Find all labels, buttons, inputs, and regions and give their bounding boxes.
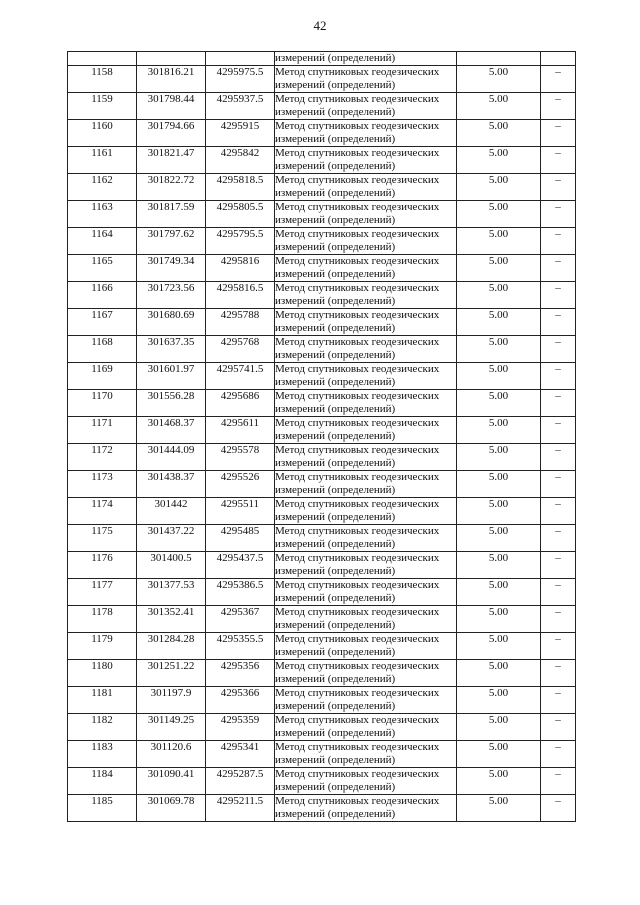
x-coordinate-cell: 301377.53 [137,579,206,606]
method-line-1: Метод спутниковых геодезических [275,174,440,186]
point-number-cell: 1185 [68,795,137,822]
y-coordinate-cell: 4295805.5 [206,201,275,228]
dash-cell: – [541,174,576,201]
method-cell [275,282,457,309]
x-coordinate-cell: 301444.09 [137,444,206,471]
point-number-cell: 1176 [68,552,137,579]
coordinates-table-body [68,52,576,822]
accuracy-cell: 5.00 [457,687,541,714]
x-coordinate-cell: 301749.34 [137,255,206,282]
method-cell [275,444,457,471]
table-row [68,741,576,768]
method-line-2: измерений (определений) [275,484,396,496]
table-row [68,444,576,471]
method-cell [275,255,457,282]
y-coordinate-cell: 4295842 [206,147,275,174]
y-coordinate-cell: 4295511 [206,498,275,525]
table-row [68,390,576,417]
accuracy-cell: 5.00 [457,741,541,768]
y-coordinate-cell: 4295366 [206,687,275,714]
method-line-2: измерений (определений) [275,322,396,334]
method-line-1: Метод спутниковых геодезических [275,363,440,375]
accuracy-cell: 5.00 [457,471,541,498]
dash-cell: – [541,741,576,768]
dash-cell: – [541,579,576,606]
method-cell [275,687,457,714]
table-row [68,120,576,147]
method-line-2: измерений (определений) [275,646,396,658]
dash-cell: – [541,336,576,363]
dash-cell: – [541,687,576,714]
dash-cell: – [541,66,576,93]
accuracy-cell: 5.00 [457,498,541,525]
y-coordinate-cell: 4295367 [206,606,275,633]
table-row [68,687,576,714]
method-line-2: измерений (определений) [275,376,396,388]
dash-cell: – [541,282,576,309]
table-row [68,282,576,309]
method-line-2: измерений (определений) [275,295,396,307]
method-line-2: измерений (определений) [275,241,396,253]
method-cell [275,309,457,336]
x-coordinate-cell: 301797.62 [137,228,206,255]
method-line-2: измерений (определений) [275,511,396,523]
method-cell [275,795,457,822]
x-coordinate-cell: 301468.37 [137,417,206,444]
method-line-2: измерений (определений) [275,700,396,712]
dash-cell: – [541,795,576,822]
y-coordinate-cell: 4295816 [206,255,275,282]
dash-cell: – [541,309,576,336]
accuracy-cell: 5.00 [457,66,541,93]
x-coordinate-cell: 301120.6 [137,741,206,768]
method-line-2: измерений (определений) [275,619,396,631]
point-number-cell: 1168 [68,336,137,363]
method-line-2: измерений (определений) [275,403,396,415]
point-number-cell: 1170 [68,390,137,417]
method-line-1: Метод спутниковых геодезических [275,201,440,213]
x-coordinate-cell: 301816.21 [137,66,206,93]
y-coordinate-cell: 4295788 [206,309,275,336]
dash-cell: – [541,498,576,525]
y-coordinate-cell: 4295386.5 [206,579,275,606]
dash-cell: – [541,471,576,498]
x-coordinate-cell: 301149.25 [137,714,206,741]
method-line-2: измерений (определений) [275,79,396,91]
dash-cell: – [541,363,576,390]
method-cell [275,174,457,201]
x-coordinate-cell: 301069.78 [137,795,206,822]
method-line-1: Метод спутниковых геодезических [275,282,440,294]
dash-cell: – [541,714,576,741]
table-row [68,309,576,336]
table-row [68,660,576,687]
method-cell [275,471,457,498]
method-line-2: измерений (определений) [275,268,396,280]
y-coordinate-cell: 4295818.5 [206,174,275,201]
accuracy-cell: 5.00 [457,768,541,795]
method-line-2: измерений (определений) [275,430,396,442]
point-number-cell: 1167 [68,309,137,336]
method-cell [275,201,457,228]
method-line-2: измерений (определений) [275,592,396,604]
point-number-cell: 1174 [68,498,137,525]
method-cell [275,606,457,633]
table-row [68,579,576,606]
method-cell [275,390,457,417]
dash-cell: – [541,93,576,120]
y-coordinate-cell: 4295359 [206,714,275,741]
point-number-cell: 1179 [68,633,137,660]
point-number-cell: 1164 [68,228,137,255]
accuracy-cell: 5.00 [457,228,541,255]
method-cell [275,525,457,552]
point-number-cell: 1165 [68,255,137,282]
method-cell [275,363,457,390]
point-number-cell: 1166 [68,282,137,309]
method-line-1: Метод спутниковых геодезических [275,309,440,321]
accuracy-cell: 5.00 [457,714,541,741]
method-cell [275,768,457,795]
method-line-2: измерений (определений) [275,673,396,685]
table-row [68,93,576,120]
point-number-cell: 1181 [68,687,137,714]
table-row [68,228,576,255]
table-row [68,795,576,822]
point-number-cell: 1184 [68,768,137,795]
dash-cell: – [541,660,576,687]
method-line-1: Метод спутниковых геодезических [275,66,440,78]
y-coordinate-cell: 4295611 [206,417,275,444]
table-row [68,66,576,93]
accuracy-cell: 5.00 [457,552,541,579]
method-cell [275,147,457,174]
table-row-continuation [68,52,576,66]
accuracy-cell: 5.00 [457,633,541,660]
method-line-1: Метод спутниковых геодезических [275,228,440,240]
accuracy-cell: 5.00 [457,309,541,336]
y-coordinate-cell: 4295437.5 [206,552,275,579]
accuracy-cell: 5.00 [457,525,541,552]
x-coordinate-cell: 301822.72 [137,174,206,201]
method-line-2: измерений (определений) [275,106,396,118]
y-coordinate-cell: 4295686 [206,390,275,417]
table-row [68,336,576,363]
table-row [68,498,576,525]
x-coordinate-cell: 301798.44 [137,93,206,120]
x-coordinate-cell: 301601.97 [137,363,206,390]
point-number-cell: 1161 [68,147,137,174]
table-row [68,471,576,498]
accuracy-cell: 5.00 [457,579,541,606]
point-number-cell: 1169 [68,363,137,390]
method-cell [275,336,457,363]
dash-cell: – [541,120,576,147]
x-coordinate-cell: 301821.47 [137,147,206,174]
point-number-cell: 1182 [68,714,137,741]
y-coordinate-cell: 4295578 [206,444,275,471]
method-line-2: измерений (определений) [275,727,396,739]
y-coordinate-cell: 4295526 [206,471,275,498]
method-line-2: измерений (определений) [275,565,396,577]
x-coordinate-cell: 301794.66 [137,120,206,147]
y-coordinate-cell: 4295915 [206,120,275,147]
method-line-2: измерений (определений) [275,349,396,361]
table-row [68,606,576,633]
dash-cell: – [541,768,576,795]
method-line-1: Метод спутниковых геодезических [275,714,440,726]
x-coordinate-cell: 301090.41 [137,768,206,795]
table-cell [541,52,576,66]
method-cell: измерений (определений) [275,52,457,66]
method-line-1: Метод спутниковых геодезических [275,525,440,537]
method-line-1: Метод спутниковых геодезических [275,390,440,402]
x-coordinate-cell: 301556.28 [137,390,206,417]
y-coordinate-cell: 4295211.5 [206,795,275,822]
point-number-cell: 1183 [68,741,137,768]
method-line-1: Метод спутниковых геодезических [275,93,440,105]
method-line-2: измерений (определений) [275,754,396,766]
dash-cell: – [541,552,576,579]
method-cell [275,633,457,660]
method-line-1: Метод спутниковых геодезических [275,795,440,807]
y-coordinate-cell: 4295287.5 [206,768,275,795]
dash-cell: – [541,147,576,174]
accuracy-cell: 5.00 [457,390,541,417]
dash-cell: – [541,255,576,282]
accuracy-cell: 5.00 [457,606,541,633]
x-coordinate-cell: 301284.28 [137,633,206,660]
accuracy-cell: 5.00 [457,93,541,120]
y-coordinate-cell: 4295355.5 [206,633,275,660]
table-cell [457,52,541,66]
x-coordinate-cell: 301723.56 [137,282,206,309]
table-row [68,201,576,228]
dash-cell: – [541,525,576,552]
method-line-2: измерений (определений) [275,781,396,793]
table-cell [68,52,137,66]
point-number-cell: 1162 [68,174,137,201]
point-number-cell: 1158 [68,66,137,93]
point-number-cell: 1172 [68,444,137,471]
accuracy-cell: 5.00 [457,201,541,228]
y-coordinate-cell: 4295485 [206,525,275,552]
method-line-1: Метод спутниковых геодезических [275,687,440,699]
table-row [68,552,576,579]
method-cell [275,417,457,444]
page-number: 42 [313,18,327,33]
method-line-1: Метод спутниковых геодезических [275,120,440,132]
x-coordinate-cell: 301400.5 [137,552,206,579]
x-coordinate-cell: 301438.37 [137,471,206,498]
method-line-1: Метод спутниковых геодезических [275,579,440,591]
method-line-1: Метод спутниковых геодезических [275,741,440,753]
accuracy-cell: 5.00 [457,120,541,147]
x-coordinate-cell: 301680.69 [137,309,206,336]
method-cell [275,66,457,93]
y-coordinate-cell: 4295356 [206,660,275,687]
point-number-cell: 1180 [68,660,137,687]
accuracy-cell: 5.00 [457,444,541,471]
table-row [68,525,576,552]
x-coordinate-cell: 301817.59 [137,201,206,228]
y-coordinate-cell: 4295937.5 [206,93,275,120]
dash-cell: – [541,633,576,660]
table-row [68,174,576,201]
x-coordinate-cell: 301637.35 [137,336,206,363]
method-line-2: измерений (определений) [275,214,396,226]
method-line-1: Метод спутниковых геодезических [275,444,440,456]
y-coordinate-cell: 4295341 [206,741,275,768]
point-number-cell: 1159 [68,93,137,120]
table-cell [137,52,206,66]
y-coordinate-cell: 4295768 [206,336,275,363]
table-row [68,255,576,282]
method-line-2: измерений (определений) [275,160,396,172]
table-row [68,417,576,444]
dash-cell: – [541,417,576,444]
method-line-1: Метод спутниковых геодезических [275,606,440,618]
y-coordinate-cell: 4295795.5 [206,228,275,255]
accuracy-cell: 5.00 [457,660,541,687]
method-line-1: Метод спутниковых геодезических [275,660,440,672]
y-coordinate-cell: 4295975.5 [206,66,275,93]
dash-cell: – [541,390,576,417]
accuracy-cell: 5.00 [457,255,541,282]
method-cell [275,741,457,768]
point-number-cell: 1163 [68,201,137,228]
point-number-cell: 1160 [68,120,137,147]
method-line-1: Метод спутниковых геодезических [275,147,440,159]
method-cell [275,498,457,525]
method-line-2: измерений (определений) [275,457,396,469]
method-cell [275,552,457,579]
accuracy-cell: 5.00 [457,174,541,201]
dash-cell: – [541,444,576,471]
y-coordinate-cell: 4295741.5 [206,363,275,390]
x-coordinate-cell: 301197.9 [137,687,206,714]
table-cell [206,52,275,66]
method-line-1: Метод спутниковых геодезических [275,552,440,564]
table-row [68,147,576,174]
method-line-2: измерений (определений) [275,133,396,145]
method-line-1: Метод спутниковых геодезических [275,255,440,267]
point-number-cell: 1177 [68,579,137,606]
x-coordinate-cell: 301437.22 [137,525,206,552]
table-row [68,768,576,795]
point-number-cell: 1173 [68,471,137,498]
method-line-1: Метод спутниковых геодезических [275,471,440,483]
coordinates-table [67,51,576,822]
method-line-1: Метод спутниковых геодезических [275,498,440,510]
y-coordinate-cell: 4295816.5 [206,282,275,309]
accuracy-cell: 5.00 [457,336,541,363]
table-row [68,633,576,660]
point-number-cell: 1178 [68,606,137,633]
method-cell [275,579,457,606]
method-cell [275,714,457,741]
method-cell [275,660,457,687]
accuracy-cell: 5.00 [457,147,541,174]
method-line-2: измерений (определений) [275,538,396,550]
dash-cell: – [541,228,576,255]
table-row [68,363,576,390]
x-coordinate-cell: 301352.41 [137,606,206,633]
dash-cell: – [541,201,576,228]
x-coordinate-cell: 301251.22 [137,660,206,687]
method-line-2: измерений (определений) [275,808,396,820]
method-cell [275,228,457,255]
dash-cell: – [541,606,576,633]
point-number-cell: 1171 [68,417,137,444]
method-cell [275,93,457,120]
method-cell [275,120,457,147]
method-line-1: Метод спутниковых геодезических [275,633,440,645]
method-line-1: Метод спутниковых геодезических [275,417,440,429]
method-line-2: измерений (определений) [275,187,396,199]
x-coordinate-cell: 301442 [137,498,206,525]
accuracy-cell: 5.00 [457,282,541,309]
table-row [68,714,576,741]
point-number-cell: 1175 [68,525,137,552]
accuracy-cell: 5.00 [457,363,541,390]
method-line-1: Метод спутниковых геодезических [275,768,440,780]
accuracy-cell: 5.00 [457,795,541,822]
accuracy-cell: 5.00 [457,417,541,444]
method-line-1: Метод спутниковых геодезических [275,336,440,348]
